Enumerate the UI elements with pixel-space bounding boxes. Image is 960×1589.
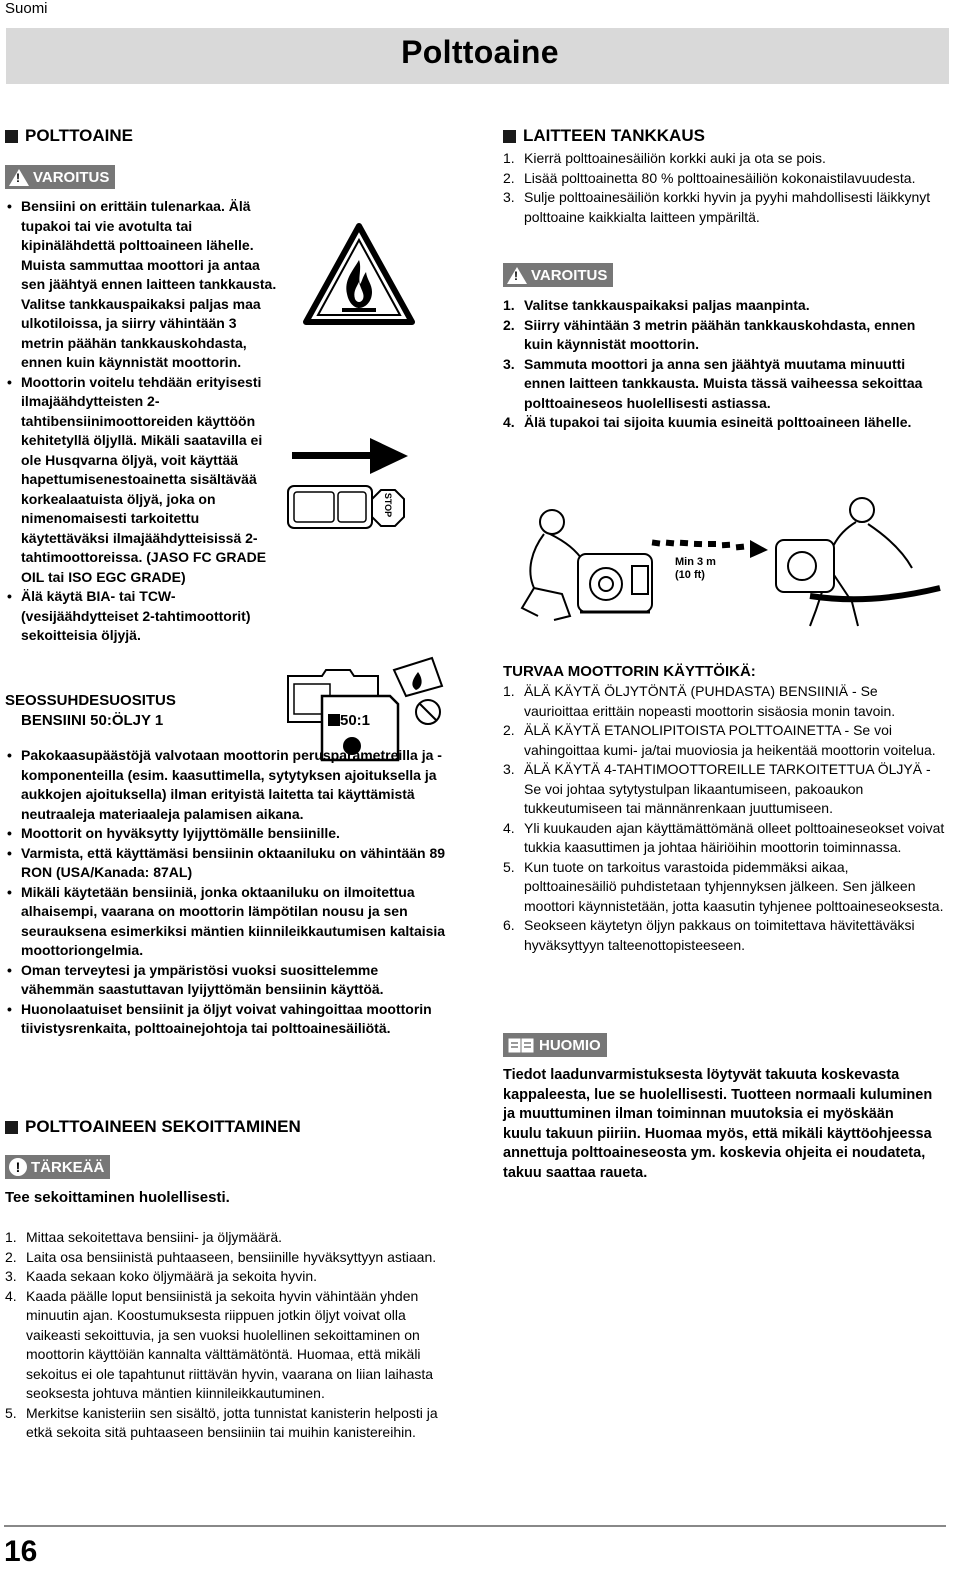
mix-steps-list (5, 1228, 453, 1443)
page-title: Polttoaine (401, 34, 559, 70)
heading-square-icon (5, 130, 18, 143)
list-item: 3. Sulje polttoainesäiliön korkki hyvin ja pyyhi mahdollisesti läikkynyt polttoaine kaikkialta laitteen ympäriltä. (503, 189, 931, 225)
list-item: • Huonolaatuiset bensiinit ja öljyt voivat vahingoittaa moottorin tiivistysrenkaita, polttoainejohtoja tai polttoainesäiliötä. (5, 1000, 451, 1039)
refuel-distance-illustration (510, 484, 944, 636)
warning-triangle-icon (9, 169, 29, 186)
list-item: 2. ÄLÄ KÄYTÄ ETANOLIPITOISTA POLTTOAINETTA - Se voi vahingoittaa kumi- ja/tai muoviosia ja heikentää moottorin voitelua. (503, 722, 936, 758)
list-item: 3. Kaada sekaan koko öljymäärä ja sekoita hyvin. (5, 1268, 318, 1284)
list-item: 1. Kierrä polttoainesäiliön korkki auki ja ota se pois. (503, 150, 826, 166)
important-badge: ! TÄRKEÄÄ (5, 1155, 110, 1179)
note-badge: HUOMIO (503, 1033, 607, 1057)
section-heading-tankkaus: LAITTEEN TANKKAUS (503, 126, 705, 146)
list-item: 4. Älä tupakoi tai sijoita kuumia esineitä polttoaineen lähelle. (503, 414, 912, 430)
fire-hazard-icon (302, 222, 416, 328)
list-item: 5. Kun tuote on tarkoitus varastoida pidemmäksi aikaa, polttoainesäiliö puhdistetaan tyhjennyksen jälkeen. Sen jälkeen moottori käynnistetään, jotta kaasutin tyhjenee polttoaineseoksesta. (503, 858, 944, 914)
section-heading-polttoaine: POLTTOAINE (5, 126, 133, 146)
heading-square-icon (5, 1121, 18, 1134)
list-item: 2. Siirry vähintään 3 metrin päähän tankkauskohdasta, ennen kuin käynnistät moottorin. (503, 316, 916, 352)
list-item: 5. Merkitse kanisteriin sen sisältö, jotta tunnistat kanisterin helposti ja etkä sekoita sitä puhtaaseen bensiiniin tai muihin kanistereihin. (5, 1404, 438, 1440)
page-number: 16 (4, 1535, 38, 1568)
book-icon (507, 1036, 535, 1054)
refuel-steps-list (503, 149, 943, 227)
warning-bullet-list (5, 197, 277, 646)
warning-triangle-icon (507, 267, 527, 284)
list-item: • Pakokaasupäästöjä valvotaan moottorin perusparametreilla ja -komponenteilla (esim. kaasuttimella, sytytyksen ajoituksella ja aukkojen ajoituksella) ilman erityistä laitetta tai käyttämistä neutraaleja materiaaleja palamisen aikana. (5, 746, 451, 824)
list-item: • Bensiini on erittäin tulenarkaa. Älä tupakoi tai vie avotulta tai kipinälähdettä polttoaineen lähelle. Muista sammuttaa moottori ja antaa sen jäähtyä ennen laitteen tankkausta. Valitse tankkauspaikaksi paljas maa ulkotiloissa, ja siirry vähintään 3 metrin päähän tankkauskohdasta, ennen kuin käynnistät moottorin. (5, 197, 277, 373)
section-heading-sekoittaminen: POLTTOAINEEN SEKOITTAMINEN (5, 1117, 301, 1137)
list-item: 3. ÄLÄ KÄYTÄ 4-TAHTIMOOTTOREILLE TARKOITETTUA ÖLJYÄ - Se voi johtaa sytytystulpan likaantumiseen, pakoaukon tukkeutumiseen tai männänrenkaan juuttumiseen. (503, 761, 931, 816)
heading-square-icon (503, 130, 516, 143)
list-item: 2. Laita osa bensiinistä puhtaaseen, bensiinille hyväksyttyyn astiaan. (5, 1248, 437, 1265)
fuel-can-ratio-label: 50:1 (340, 712, 371, 729)
refuel-warning-list (503, 296, 923, 433)
important-text: Tee sekoittaminen huolellisesti. (5, 1189, 230, 1206)
list-item: 2. Lisää polttoainetta 80 % polttoainesäiliön kokonaistilavuudesta. (503, 169, 916, 186)
list-item: 4. Yli kuukauden ajan käyttämättömänä olleet polttoaineseokset voivat tukkia kaasuttimen ja johtaa häiriöihin moottorin toiminnassa. (503, 819, 945, 855)
list-item: 1. Valitse tankkauspaikaksi paljas maanpinta. (503, 297, 810, 313)
engine-life-list (503, 682, 945, 955)
distance-label: Min 3 m (10 ft) (675, 556, 716, 581)
list-item: • Varmista, että käyttämäsi bensiinin oktaaniluku on vähintään 89 RON (USA/Kanada: 87AL) (5, 844, 451, 883)
engine-life-title: TURVAA MOOTTORIN KÄYTTÖIKÄ: (503, 663, 756, 680)
stop-sign-label: STOP (383, 492, 393, 518)
list-item: 4. Kaada päälle loput bensiinistä ja sekoita hyvin vähintään yhden minuutin ajan. Koostumuksesta riippuen jotkin öljyt voivat olla vaikeasti sekoittuvia, ja sen vuoksi huolellinen sekoittaminen on moottorin käyttöiän kannalta välttämätöntä. Huomaa, että mikäli sekoitus ei ole tapahtunut riittävän hyvin, vaarana on liian laihasta seoksesta johtuva mäntien kiinnileikkautuminen. (5, 1287, 434, 1401)
list-item: 3. Sammuta moottori ja anna sen jäähtyä muutama minuutti ennen laitteen tankkausta. Muista tässä vaiheessa sekoittaa polttoaineseos huolellisesti astiassa. (503, 355, 923, 411)
mix-ratio: BENSIINI 50:ÖLJY 1 (21, 712, 164, 729)
warning-badge: ! VAROITUS (5, 165, 115, 189)
list-item: • Älä käytä BIA- tai TCW- (vesijäähdytteiset 2-tahtimoottorit) sekoitteisia öljyjä. (5, 587, 277, 646)
arrow-right-icon (292, 436, 410, 476)
list-item: • Moottorin voitelu tehdään erityisesti ilmajäähdytteisten 2-tahtibensiinimoottoreiden käyttöön kehitetyllä öljyllä. Mikäli saatavilla ei ole Husqvarna öljyä, voit käyttää hapettumisenestoainetta sisältävää korkealaatuista öljyä, joka on nimenomaisesti tarkoitettu käytettäväksi ilmajäähdytteisissä 2-tahtimoottoreissa. (JASO FC GRADE OIL tai ISO EGC GRADE) (5, 373, 277, 588)
warning-badge-right: ! VAROITUS (503, 263, 613, 287)
exclamation-circle-icon: ! (9, 1158, 27, 1176)
list-item: 1. ÄLÄ KÄYTÄ ÖLJYTÖNTÄ (PUHDASTA) BENSIINIÄ - Se vaurioittaa erittäin nopeasti moottorin sisäosia monin tavoin. (503, 683, 896, 719)
fuel-bullet-list (5, 746, 451, 1039)
list-item: • Moottorit on hyväksytty lyijyttömälle bensiinille. (5, 824, 451, 844)
list-item: 6. Seokseen käytetyn öljyn pakkaus on toimitettava hävitettäväksi hyväksyttyyn talteenottopisteeseen. (503, 917, 915, 953)
language-label: Suomi (5, 0, 48, 17)
mix-recommendation-title: SEOSSUHDESUOSITUS (5, 692, 176, 709)
note-text: Tiedot laadunvarmistuksesta löytyvät takuuta koskevasta kappaleesta, lue se huolellisesti. Tuotteen normaali kuluminen ja muuttuminen ilman toiminnan muutoksia ei myöskään kuulu takuun piiriin. Huomaa myös, että mikäli käyttöohjeessa annettuja polttoaineseosta ym. koskevia ohjeita ei noudateta, takuu saattaa raueta. (503, 1067, 933, 1181)
list-item: 1. Mittaa sekoitettava bensiini- ja öljymäärä. (5, 1229, 283, 1245)
list-item: • Mikäli käytetään bensiiniä, jonka oktaaniluku on ilmoitettua alhaisempi, vaarana on moottorin lämpötilan nousu ja sen seurauksena esimerkiksi mäntien kiinnileikkautumisen kaltaisia moottoriongelmia. (5, 883, 451, 961)
footer-divider (4, 1525, 946, 1527)
list-item: • Oman terveytesi ja ympäristösi vuoksi suosittelemme vähemmän saastuttavan lyijyttömän bensiinin käyttöä. (5, 961, 451, 1000)
